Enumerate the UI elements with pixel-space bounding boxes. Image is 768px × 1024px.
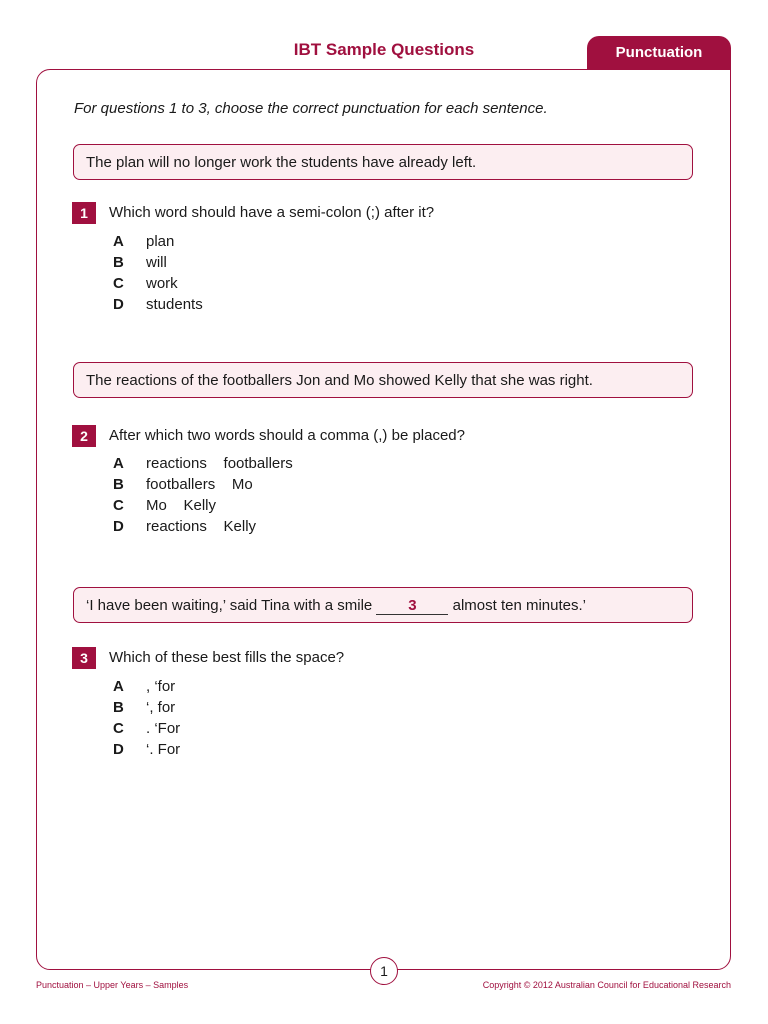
question-3-text: Which of these best fills the space? bbox=[109, 649, 345, 666]
question-3-option-c[interactable] bbox=[113, 720, 180, 740]
option-letter: B bbox=[113, 699, 124, 716]
question-1-stem: The plan will no longer work the students have already left. bbox=[73, 144, 693, 180]
option-text: reactions footballers bbox=[146, 455, 293, 472]
option-letter: D bbox=[113, 296, 124, 313]
option-letter: B bbox=[113, 254, 124, 271]
option-letter: B bbox=[113, 476, 124, 493]
option-text: footballers Mo bbox=[146, 476, 253, 493]
question-1-text: Which word should have a semi-colon (;) after it? bbox=[109, 204, 435, 221]
stem-text-after: almost ten minutes.’ bbox=[452, 597, 586, 614]
question-2-option-a[interactable] bbox=[113, 455, 293, 475]
question-3-option-b[interactable] bbox=[113, 699, 175, 719]
option-text: ‘. For bbox=[146, 741, 181, 758]
option-letter: C bbox=[113, 275, 124, 292]
question-3-stem bbox=[73, 587, 693, 623]
option-text: will bbox=[146, 254, 167, 271]
question-1-option-a[interactable] bbox=[113, 233, 174, 253]
question-2-stem: The reactions of the footballers Jon and Mo showed Kelly that she was right. bbox=[73, 362, 693, 398]
option-letter: D bbox=[113, 518, 124, 535]
option-text: ‘, for bbox=[146, 699, 176, 716]
option-text: reactions Kelly bbox=[146, 518, 257, 535]
option-letter: C bbox=[113, 497, 124, 514]
page-title: IBT Sample Questions bbox=[293, 40, 475, 59]
instructions: For questions 1 to 3, choose the correct punctuation for each sentence. bbox=[74, 100, 548, 117]
question-2-option-b[interactable] bbox=[113, 476, 253, 496]
question-1-option-b[interactable] bbox=[113, 254, 167, 274]
option-letter: A bbox=[113, 678, 124, 695]
option-text: Mo Kelly bbox=[146, 497, 217, 514]
option-letter: D bbox=[113, 741, 124, 758]
option-letter: C bbox=[113, 720, 124, 737]
answer-blank: 3 bbox=[376, 598, 448, 615]
page-number: 1 bbox=[370, 957, 398, 985]
option-text: students bbox=[146, 296, 203, 313]
question-2-option-c[interactable] bbox=[113, 497, 216, 517]
section-tab: Punctuation bbox=[587, 36, 731, 76]
stem-text-before: ‘I have been waiting,’ said Tina with a smile bbox=[86, 597, 373, 614]
question-2-text: After which two words should a comma (,) be placed? bbox=[109, 427, 465, 444]
footer-copyright: Copyright © 2012 Australian Council for Educational Research bbox=[482, 980, 731, 990]
question-1-option-c[interactable] bbox=[113, 275, 178, 295]
question-3-option-a[interactable] bbox=[113, 678, 175, 698]
option-text: plan bbox=[146, 233, 175, 250]
option-letter: A bbox=[113, 455, 124, 472]
question-1-option-d[interactable] bbox=[113, 296, 203, 316]
question-3-option-d[interactable] bbox=[113, 741, 180, 761]
option-text: , ‘for bbox=[146, 678, 176, 695]
question-2-option-d[interactable] bbox=[113, 518, 256, 538]
option-text: . ‘For bbox=[146, 720, 181, 737]
question-2-number: 2 bbox=[72, 425, 96, 447]
footer-left: Punctuation – Upper Years – Samples bbox=[36, 980, 189, 990]
option-letter: A bbox=[113, 233, 124, 250]
question-3-number: 3 bbox=[72, 647, 96, 669]
option-text: work bbox=[146, 275, 178, 292]
question-1-number: 1 bbox=[72, 202, 96, 224]
